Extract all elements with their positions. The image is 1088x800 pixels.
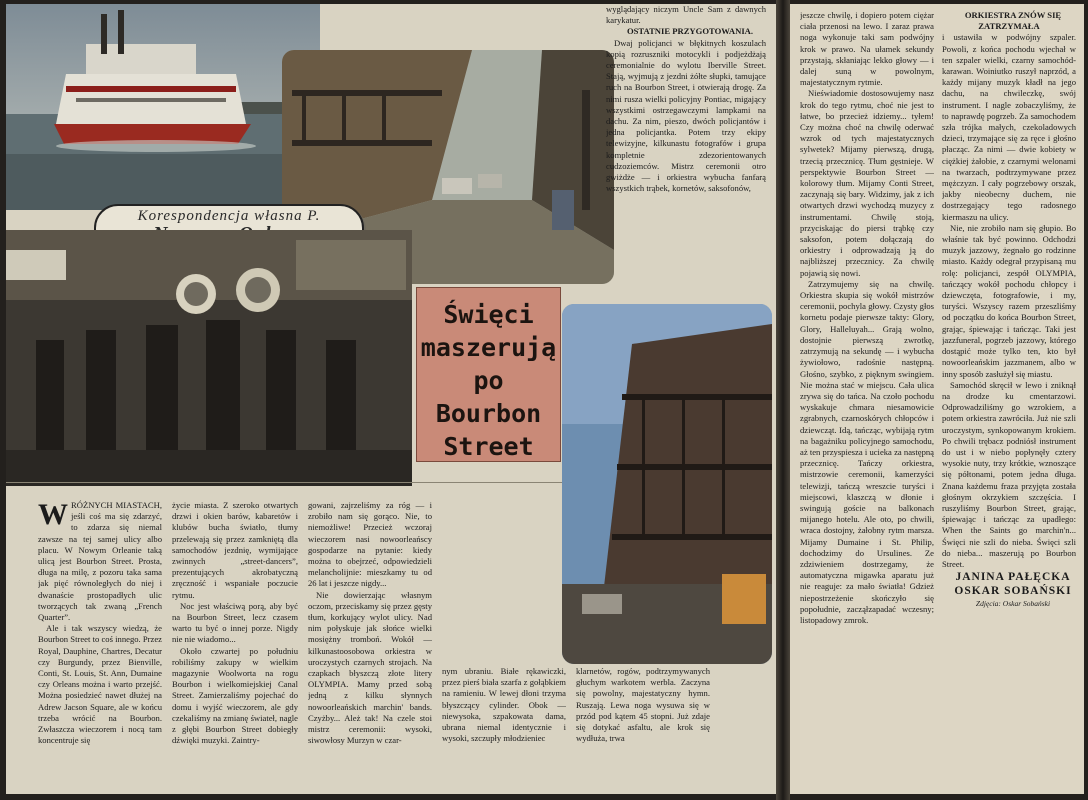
col3-p2: Nie dowierzając własnym oczom, przeciskamy się przez gęsty tłum, korkujący wylot ulicy. Nad nim połyskuje jak słońce wielki mosiężny tromboń. Wokół — kilkunastoosobowa orkiestra w uroczystych czarnych strojach. Na czapkach błyszczą złote litery OLYMPIA. Mamy przed sobą jedną z kilku słynnych nowoorleańskich marchin' bands. Czyżby... Ależ tak! Na czele stoi mistrz ceremonii: wysoki, siwowłosy Murzyn w czar- xyxy=(308,589,432,746)
column-1 xyxy=(38,500,162,790)
col7-p3: Samochód skręcił w lewo i zniknął na drodze ku cmentarzowi. Odprowadziliśmy go wzrokiem, a potem orkiestra zawróciła. Już nie szli uroczystym, synkopowanym krokiem. Po chwili trębacz podniósł instrument do ust i w niebo popłynęły cztery wysokie nuty, trzy krótkie, wznoszące się półtonami, potem jedna długa. Znana każdemu fraza przyjęta została głośnym okrzykiem szczęścia. I ruszyliśmy Bourbon Street, grając, śpiewając i tańcząc za upadłego: When the Saints go marchin'n... Święci nie szli do nieba. Święci szli do nieba... maszerują po Bourbon Street. xyxy=(942,379,1076,569)
title-line3: po Bourbon xyxy=(435,366,542,428)
col7-p2: Nie, nie zrobiło nam się głupio. Bo właśnie tak być powinno. Odchodzi muzyk jazzowy, żegnało go rodzinne miasto. Każdy odegrał przypisaną mu rolę: policjanci, zespół OLYMPIA, tańczący wokół pochodu chłopcy i dziewczęta, fotografowie, i my, turyści. Wszyscy razem przeszliśmy od początku do końca Bourbon Street, grając, śpiewając i tańcząc. Taki jest jazzfuneral, pogrzeb jazzowy, którego dostąpić może tylko ten, kto był nowoorleańskim jazzmanem, albo w inny sposób zasłużył się miastu. xyxy=(942,222,1076,379)
author-2: OSKAR SOBAŃSKI xyxy=(954,585,1072,598)
column-6 xyxy=(800,10,934,790)
column-2 xyxy=(172,500,298,790)
col2-p2: Noc jest właściwą porą, aby być na Bourbon Street, lecz czasem warto tu być o innej porze. Nigdy nie nie wiadomo... xyxy=(172,600,298,645)
col6-text: jeszcze chwilę, i dopiero potem ciężar ciała przenosi na lewo. I zaraz prawa noga wykonuje taki sam podwójny krok w prawo. Na ułamek sekundy przystają, skłaniając lekko głowy — i dalej suną w powolnym, majestatycznym rytmie. xyxy=(800,10,934,88)
column-4-bottom xyxy=(442,666,566,792)
col4top-p2: Dwaj policjanci w błękitnych koszulach kopią rozruszniki motocykli i podjeżdżają ceremonialnie do wylotu Iberville Street. Stają, wyjmują z jezdni żółte słupki, tamujące ruch na Bourbon Street, i otwierają drogę. Za nimi rusza wielki policyjny Pontiac, migający wszystkimi ostrzegawczymi lampkami na dachu. Za nim, pieszo, dwóch policjantów i jedna policjantka. Potem trzy ekipy telewizyjne, kilkunastu fotografów i grupa kompletnie zdezorientowanych cudzoziemców. Mistrz ceremonii otro gwiżdże — i orkiestra wybucha fanfarą wszystkich trąbek, kornetów, saksofonów, xyxy=(606,37,766,194)
photo-credit: Zdjęcia: Oskar Sobański xyxy=(975,599,1051,609)
col6-p3: Zatrzymujemy się na chwilę. Orkiestra skupia się wokół mistrzów ceremonii, pochyla głowy. Czysty głos kornetu podaje pierwsze takty: Glory, Glory, Halleluyah... Grają wolno, dostojnie pierwszą zwrotkę, zatrzymują na sekundę — i wybucha żywiołowo, radośnie następną. Głośno, szybko, z pięknym swingiem. Nie można stać w miejscu. Cała ulica zrywa się do tańca. Na czoło pochodu wyskakuje chmara niesamowicie zgrabnych, czarnoskórych chłopców i dziewcząt. Idą, tańcząc, wybijają rytm na bagażniku policyjnego samochodu, aż ten przyspiesza i ucieka za następną przecznicę. Tańczy orkiestra, mistrzowie ceremonii, kamerzyści telewizji, tańczą wreszcie turyści i miejscowi, klaszczą w dłonie i swingują goście na balkonach mijanego hotelu. Ale oto, po chwili, wraca dostojny, żałobny rytm marsza. Mijamy Dumaine i St. Philip, dochodzimy do Ursulines. Ze zdziwieniem dostrzegamy, że automatyczna migawka aparatu już nie reaguje: za mało światła! Gdzież niepostrzeżenie skończyło się popołudnie, zacząłzapadać wczesny; listopadowy zmrok. xyxy=(800,278,934,625)
title-line4: Street xyxy=(443,432,534,461)
drop-cap: W xyxy=(38,500,68,531)
column-3 xyxy=(308,500,432,790)
page-gutter xyxy=(776,0,790,800)
separator-rule xyxy=(6,482,562,483)
col7-text: i ustawiła w podwójny szpaler. Powoli, z końca pochodu wjechał w ten szpaler wielki, czarny samochód-karawan. Woiniutko ruszył naprzód, a każdy mijany muzyk kładł na jego dachu, na chwileczkę, swój instrument. I nagle zobaczyliśmy, że to naprawdę pogrzeb. Za samochodem szła trójka małych, czekoladowych dzieci, trzymające się za ręce i głośno płacząc. Za nimi — dwie kobiety w ciężkiej żałobie, z czarnymi welonami na twarzach, podtrzymywane przez mężczyzn. I cały pogrzebowy orszak, jakby nieobecny duchem, nie dostrzegający tego radosnego kiermaszu na ulicy. xyxy=(942,32,1076,222)
col4bot-text: nym ubraniu. Białe rękawiczki, przez pierś biała szarfa z gołąbkiem na ramieniu. W lewej dłoni trzyma błyszczący cylinder. Obok — niewysoka, szpakowata dama, ubrana niemal identycznie i wysoki, szczupły młodzieniec xyxy=(442,666,566,744)
left-page xyxy=(6,4,776,794)
column-7 xyxy=(942,10,1076,790)
photo-brass-band xyxy=(6,230,412,486)
article-title xyxy=(416,287,561,462)
photo-steamboat xyxy=(6,4,320,210)
author-1: JANINA PAŁĘCKA xyxy=(955,571,1071,584)
column-5-bottom xyxy=(576,666,710,792)
caption-line1: Korespondencja własna P. xyxy=(137,208,321,224)
col2-p3: Około czwartej po południu robiliśmy zakupy w wielkim magazynie Woolworta na rogu Bourbon i wielkomiejskiej Canal Street. Zamierzaliśmy pojechać do domu i wyjść wieczorem, ale gdy czekaliśmy na zmianę świateł, nagle z głębi Bourbon Street dobiegły dźwięki muzyki. Zaintry- xyxy=(172,645,298,746)
col7-head: ORKIESTRA ZNÓW SIĘ ZATRZYMAŁA xyxy=(964,10,1062,32)
col2-text: życie miasta. Z szeroko otwartych drzwi i okien barów, kabaretów i klubów bucha światło, tłumy przelewają się przez zamkniętą dla samochodów jezdnię, wymijające zwinnych „street-dancers”, prezentujących akrobatyczną zręczność i wspaniałe poczucie rytmu. xyxy=(172,500,298,600)
col4top-head: OSTATNIE PRZYGOTOWANIA. xyxy=(626,26,754,37)
col1-text: RÓŻNYCH MIASTACH, jeśli coś ma się zdarzyć, to zdarza się niemal zawsze na tej samej ulicy albo placu. W Nowym Orleanie taką ulicą jest Bourbon Street. Prosta, długa na milę, z pozoru taka sama jak pięć równoległych do niej i dwanaście prostopadłych ulic tworzących tak zwaną „French Quarter”. xyxy=(38,500,162,623)
col5bot-text: klarnetów, rogów, podtrzymywanych głuchym warkotem werbla. Zaczyna się powolny, majestatyczny hymn. Ruszają. Lewa noga wysuwa się w przód pod kątem 45 stopni. Już zdaje się dotykać asfaltu, ale krok się wydłuża, trwa xyxy=(576,666,710,744)
col1-p2: Ale i tak wszyscy wiedzą, że Bourbon Street to coś innego. Przez Royal, Dauphine, Chartres, Decatur czy Burgundy, przez Bienville, Conti, St. Louis, St. Ann, Dumaine czy Orleans można i warto przejść. Można posiedzieć nawet dłużej na Adrew Jacson Square, ale w końcu trzeba wrócić na Bourbon. Zwłaszcza wieczorem i nocą tam koncentruje się xyxy=(38,623,162,746)
title-line1: Święci xyxy=(443,300,534,329)
right-page xyxy=(790,4,1084,794)
photo-balconies xyxy=(562,304,772,664)
col3-text: gowani, zajrzeliśmy za róg — i zrobiło nam się gorąco. Nie, to niemożliwe! Przecież wczoraj wieczorem nasi nowoorleańscy gospodarze na pytanie: kiedy można to obejrzeć, odpowiedzieli melancholijnie: mieszkamy tu od 26 lat i jeszcze nigdy... xyxy=(308,500,432,589)
column-4-top xyxy=(606,4,766,294)
col4top-text: wyglądający niczym Uncle Sam z dawnych karykatur. xyxy=(606,4,766,26)
title-line2: maszerują xyxy=(420,333,557,362)
col6-p2: Nieświadomie dostosowujemy nasz krok do tego rytmu, choć nie jest to łatwe, bo przecież idziemy... tyłem! Czy można choć na chwilę oderwać wzrok od tych majestatycznych sylwetek? Mijamy pierwszą, drugą, trzecią przecznicę. Tłum gęstnieje. W perspektywie Bourbon Street — kolorowy tłum. Mijamy Conti Street, zaczynają się bary. Widzimy, jak z ich otwartych drzwi wychodzą muzycy z instrumentami. Chwilę stoją, przyciskając do piersi trąbkę czy saksofon, potem dołączają do orkiestry i odprowadzają ją do najbliższej przecznicy. Za chwilę pojawią się nowi. xyxy=(800,88,934,278)
